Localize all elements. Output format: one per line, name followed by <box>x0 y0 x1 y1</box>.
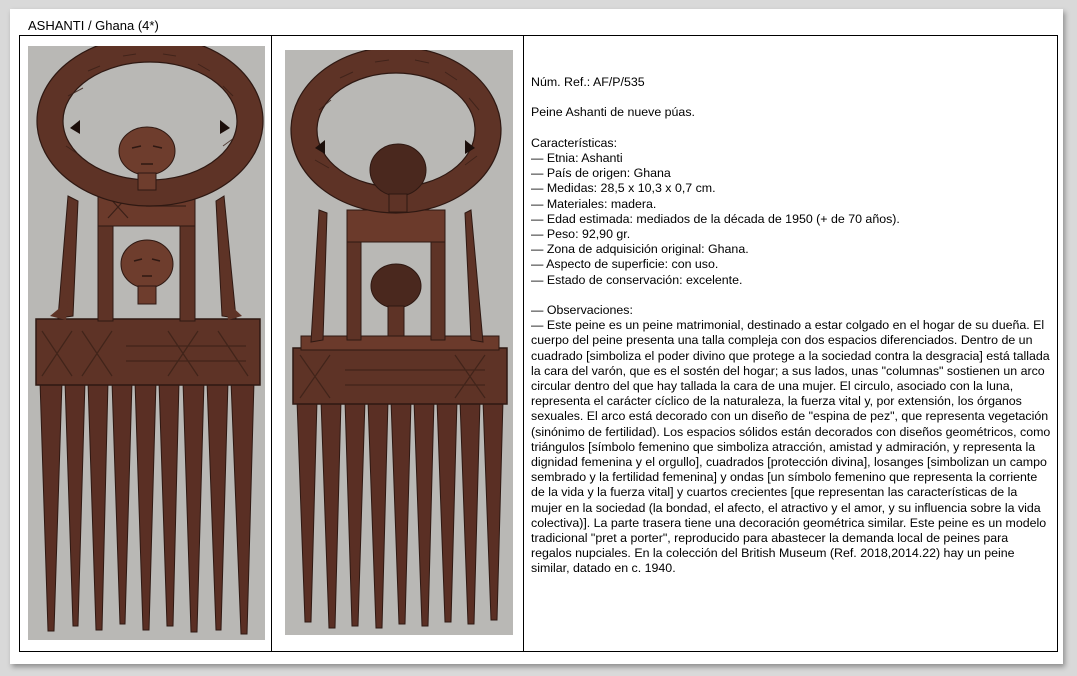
observations-title: — Observaciones: <box>531 303 633 317</box>
observations-text: — Este peine es un peine matrimonial, destinado a estar colgado en el hogar de su dueña. El cuerpo del peine presenta una talla compleja con dos espacios diferenciados. Dentro de un cuadrado [simboliza el poder divino que protege a la sociedad contra la desgracia] está tallada la cara del varón, que es el sostén del hogar; a sus lados, unas "columnas" sostienen un arco circular dentro del que hay tallada la cara de una mujer. El circulo, asociado con la luna, representa el carácter cíclico de la naturaleza, la fuerza vital y, por extensión, los órganos sexuales. El arco está decorado con un diseño de "espina de pez", que representa vegetación (sinónimo de fertilidad). Los espacios sólidos están decorados con diseños geométricos, como triángulos [símbolo femenino que simboliza atracción, amistad y admiración, y representa la dignidad femenina y el orgullo], cuadrados [protección divina], losanges [simbolizan un campo sembrado y la fertilidad femenina] y ondas [un símbolo femenino que representa la corriente de la vida y la fuerza vital] y cuartos crecientes [que representan las características de la mujer en la sociedad (la bondad, el afecto, el atractivo y el amor, y su influencia sobre la vida colectiva)]. La parte trasera tiene una decoración geométrica similar. Este peine es un modelo tradicional "pret a porter", reproducido para abastecer la demanda local de peines para regalos nupciales. En la colección del British Museum (Ref. 2018,2014.22) hay un peine similar, datado en c. 1940. <box>531 318 1051 576</box>
features-list <box>531 151 1051 288</box>
features-title: Características: <box>531 135 618 150</box>
feature-item: — Estado de conservación: excelente. <box>531 272 743 287</box>
comb-front-photo <box>28 46 265 640</box>
catalog-table <box>19 35 1058 652</box>
page-title: ASHANTI / Ghana (4*) <box>28 18 159 33</box>
reference-number: Núm. Ref.: AF/P/535 <box>531 75 645 89</box>
feature-item: — País de origen: Ghana <box>531 166 671 181</box>
front-photo-cell <box>20 36 272 651</box>
back-photo-cell <box>272 36 524 651</box>
feature-item: — Peso: 92,90 gr. <box>531 227 631 241</box>
comb-front-illustration <box>28 46 265 640</box>
comb-back-photo <box>285 50 513 635</box>
comb-back-illustration <box>285 50 513 635</box>
feature-item: — Aspecto de superficie: con uso. <box>531 257 719 272</box>
feature-item: — Zona de adquisición original: Ghana. <box>531 242 749 257</box>
feature-item: — Edad estimada: mediados de la década de 1950 (+ de 70 años). <box>531 211 900 226</box>
description-cell <box>524 36 1057 651</box>
feature-item: — Medidas: 28,5 x 10,3 x 0,7 cm. <box>531 181 716 196</box>
feature-item: — Materiales: madera. <box>531 196 657 211</box>
feature-item: — Etnia: Ashanti <box>531 150 623 165</box>
document-page <box>10 9 1063 664</box>
item-summary: Peine Ashanti de nueve púas. <box>531 105 695 120</box>
